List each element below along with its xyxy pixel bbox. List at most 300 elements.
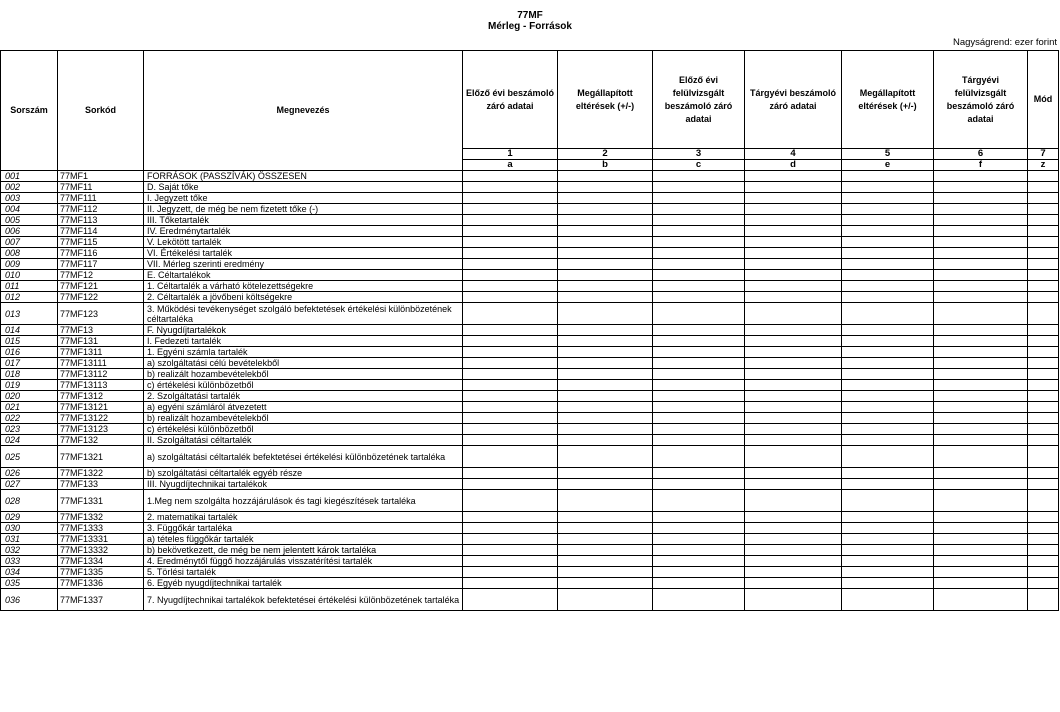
value-cell[interactable] [463, 402, 558, 413]
value-cell[interactable] [842, 589, 934, 611]
table-row [1, 490, 1059, 512]
value-cell[interactable] [463, 325, 558, 336]
value-cell[interactable] [558, 435, 653, 446]
value-cell[interactable] [1028, 292, 1059, 303]
value-cell[interactable] [463, 182, 558, 193]
value-cell[interactable] [558, 336, 653, 347]
value-cell[interactable] [934, 336, 1028, 347]
value-cell[interactable] [653, 446, 745, 468]
value-cell[interactable] [745, 578, 842, 589]
value-cell[interactable] [1028, 358, 1059, 369]
value-cell[interactable] [463, 589, 558, 611]
value-cell[interactable] [745, 193, 842, 204]
value-cell[interactable] [745, 534, 842, 545]
value-cell[interactable] [653, 424, 745, 435]
value-cell[interactable] [842, 182, 934, 193]
value-cell[interactable] [558, 534, 653, 545]
value-cell[interactable] [1028, 215, 1059, 226]
table-row [1, 281, 1059, 292]
value-cell[interactable] [1028, 369, 1059, 380]
value-cell[interactable] [653, 402, 745, 413]
value-cell[interactable] [653, 259, 745, 270]
value-cell[interactable] [558, 226, 653, 237]
value-cell[interactable] [463, 347, 558, 358]
table-row [1, 512, 1059, 523]
value-cell[interactable] [934, 402, 1028, 413]
value-cell[interactable] [745, 523, 842, 534]
value-cell[interactable] [463, 545, 558, 556]
value-cell[interactable] [653, 193, 745, 204]
value-cell[interactable] [463, 369, 558, 380]
header-col-6: Tárgyévi felülvizsgált beszámoló záró adatai [934, 51, 1028, 149]
value-cell[interactable] [745, 424, 842, 435]
value-cell[interactable] [842, 292, 934, 303]
value-cell[interactable] [842, 567, 934, 578]
value-cell[interactable] [463, 424, 558, 435]
value-cell[interactable] [745, 589, 842, 611]
value-cell[interactable] [653, 336, 745, 347]
value-cell[interactable] [745, 380, 842, 391]
value-cell[interactable] [842, 446, 934, 468]
value-cell[interactable] [842, 468, 934, 479]
value-cell[interactable] [934, 259, 1028, 270]
col-letter: e [842, 160, 934, 171]
value-cell[interactable] [934, 468, 1028, 479]
value-cell[interactable] [558, 325, 653, 336]
value-cell[interactable] [463, 259, 558, 270]
form-code: 77MF [517, 10, 543, 21]
value-cell[interactable] [1028, 347, 1059, 358]
value-cell[interactable] [463, 292, 558, 303]
value-cell[interactable] [842, 204, 934, 215]
value-cell[interactable] [558, 589, 653, 611]
value-cell[interactable] [842, 193, 934, 204]
value-cell[interactable] [653, 325, 745, 336]
value-cell[interactable] [934, 193, 1028, 204]
table-row [1, 435, 1059, 446]
value-cell[interactable] [653, 490, 745, 512]
value-cell[interactable] [934, 567, 1028, 578]
value-cell[interactable] [934, 347, 1028, 358]
value-cell[interactable] [842, 545, 934, 556]
value-cell[interactable] [1028, 567, 1059, 578]
value-cell[interactable] [934, 534, 1028, 545]
value-cell[interactable] [745, 248, 842, 259]
value-cell[interactable] [745, 182, 842, 193]
value-cell[interactable] [653, 281, 745, 292]
value-cell[interactable] [934, 171, 1028, 182]
row-megnevezes: FORRÁSOK (PASSZÍVÁK) ÖSSZESEN [144, 171, 463, 182]
value-cell[interactable] [745, 358, 842, 369]
value-cell[interactable] [463, 358, 558, 369]
header-col-2: Megállapított eltérések (+/-) [558, 51, 653, 149]
value-cell[interactable] [463, 237, 558, 248]
value-cell[interactable] [745, 281, 842, 292]
value-cell[interactable] [842, 325, 934, 336]
value-cell[interactable] [745, 347, 842, 358]
value-cell[interactable] [463, 380, 558, 391]
value-cell[interactable] [745, 402, 842, 413]
value-cell[interactable] [1028, 545, 1059, 556]
value-cell[interactable] [653, 358, 745, 369]
value-cell[interactable] [558, 270, 653, 281]
value-cell[interactable] [558, 446, 653, 468]
value-cell[interactable] [745, 567, 842, 578]
value-cell[interactable] [745, 259, 842, 270]
value-cell[interactable] [934, 391, 1028, 402]
value-cell[interactable] [653, 435, 745, 446]
value-cell[interactable] [653, 248, 745, 259]
value-cell[interactable] [745, 303, 842, 325]
row-sorkod: 77MF131 [58, 336, 144, 347]
value-cell[interactable] [653, 237, 745, 248]
value-cell[interactable] [653, 413, 745, 424]
row-sorszam: 010 [1, 270, 58, 281]
value-cell[interactable] [1028, 336, 1059, 347]
row-sorszam: 004 [1, 204, 58, 215]
value-cell[interactable] [842, 556, 934, 567]
value-cell[interactable] [1028, 193, 1059, 204]
value-cell[interactable] [934, 435, 1028, 446]
value-cell[interactable] [463, 413, 558, 424]
value-cell[interactable] [653, 556, 745, 567]
row-megnevezes: b) bekövetkezett, de még be nem jelentett károk tartaléka [144, 545, 463, 556]
value-cell[interactable] [745, 204, 842, 215]
value-cell[interactable] [745, 215, 842, 226]
row-megnevezes: 1.Meg nem szolgálta hozzájárulások és tagi kiegészítések tartaléka [144, 490, 463, 512]
value-cell[interactable] [463, 534, 558, 545]
table-row [1, 402, 1059, 413]
row-sorszam: 016 [1, 347, 58, 358]
value-cell[interactable] [934, 523, 1028, 534]
row-sorkod: 77MF122 [58, 292, 144, 303]
value-cell[interactable] [558, 468, 653, 479]
value-cell[interactable] [1028, 413, 1059, 424]
value-cell[interactable] [1028, 281, 1059, 292]
value-cell[interactable] [745, 292, 842, 303]
value-cell[interactable] [1028, 534, 1059, 545]
value-cell[interactable] [842, 402, 934, 413]
value-cell[interactable] [934, 369, 1028, 380]
value-cell[interactable] [842, 479, 934, 490]
value-cell[interactable] [1028, 204, 1059, 215]
value-cell[interactable] [1028, 479, 1059, 490]
value-cell[interactable] [842, 259, 934, 270]
row-sorkod: 77MF1322 [58, 468, 144, 479]
value-cell[interactable] [558, 523, 653, 534]
value-cell[interactable] [558, 369, 653, 380]
row-sorkod: 77MF1 [58, 171, 144, 182]
row-sorkod: 77MF1331 [58, 490, 144, 512]
value-cell[interactable] [463, 226, 558, 237]
value-cell[interactable] [842, 281, 934, 292]
value-cell[interactable] [558, 556, 653, 567]
value-cell[interactable] [842, 226, 934, 237]
value-cell[interactable] [1028, 226, 1059, 237]
value-cell[interactable] [558, 204, 653, 215]
value-cell[interactable] [558, 567, 653, 578]
value-cell[interactable] [558, 182, 653, 193]
row-sorszam: 025 [1, 446, 58, 468]
value-cell[interactable] [558, 281, 653, 292]
row-sorkod: 77MF111 [58, 193, 144, 204]
value-cell[interactable] [934, 281, 1028, 292]
value-cell[interactable] [842, 391, 934, 402]
value-cell[interactable] [1028, 424, 1059, 435]
value-cell[interactable] [653, 171, 745, 182]
value-cell[interactable] [1028, 248, 1059, 259]
value-cell[interactable] [745, 237, 842, 248]
value-cell[interactable] [745, 413, 842, 424]
value-cell[interactable] [842, 270, 934, 281]
value-cell[interactable] [1028, 391, 1059, 402]
value-cell[interactable] [842, 215, 934, 226]
value-cell[interactable] [558, 413, 653, 424]
value-cell[interactable] [934, 589, 1028, 611]
value-cell[interactable] [558, 193, 653, 204]
value-cell[interactable] [653, 303, 745, 325]
value-cell[interactable] [558, 545, 653, 556]
value-cell[interactable] [558, 391, 653, 402]
value-cell[interactable] [745, 435, 842, 446]
value-cell[interactable] [558, 215, 653, 226]
value-cell[interactable] [842, 512, 934, 523]
value-cell[interactable] [653, 347, 745, 358]
row-sorkod: 77MF112 [58, 204, 144, 215]
value-cell[interactable] [558, 578, 653, 589]
value-cell[interactable] [934, 237, 1028, 248]
value-cell[interactable] [1028, 523, 1059, 534]
value-cell[interactable] [745, 446, 842, 468]
value-cell[interactable] [934, 446, 1028, 468]
value-cell[interactable] [653, 215, 745, 226]
value-cell[interactable] [934, 325, 1028, 336]
row-megnevezes: VII. Mérleg szerinti eredmény [144, 259, 463, 270]
value-cell[interactable] [558, 380, 653, 391]
row-sorszam: 024 [1, 435, 58, 446]
value-cell[interactable] [934, 556, 1028, 567]
value-cell[interactable] [1028, 578, 1059, 589]
value-cell[interactable] [934, 413, 1028, 424]
value-cell[interactable] [842, 347, 934, 358]
value-cell[interactable] [463, 567, 558, 578]
value-cell[interactable] [558, 512, 653, 523]
value-cell[interactable] [558, 303, 653, 325]
value-cell[interactable] [653, 512, 745, 523]
value-cell[interactable] [1028, 490, 1059, 512]
value-cell[interactable] [1028, 182, 1059, 193]
row-sorkod: 77MF123 [58, 303, 144, 325]
value-cell[interactable] [934, 182, 1028, 193]
value-cell[interactable] [653, 468, 745, 479]
value-cell[interactable] [1028, 468, 1059, 479]
value-cell[interactable] [653, 567, 745, 578]
row-megnevezes: c) értékelési különbözetből [144, 424, 463, 435]
header-col-3: Előző évi felülvizsgált beszámoló záró adatai [653, 51, 745, 149]
value-cell[interactable] [1028, 556, 1059, 567]
value-cell[interactable] [842, 490, 934, 512]
value-cell[interactable] [745, 336, 842, 347]
value-cell[interactable] [463, 490, 558, 512]
row-sorkod: 77MF13113 [58, 380, 144, 391]
value-cell[interactable] [463, 215, 558, 226]
row-sorszam: 030 [1, 523, 58, 534]
value-cell[interactable] [463, 523, 558, 534]
value-cell[interactable] [934, 226, 1028, 237]
value-cell[interactable] [558, 424, 653, 435]
value-cell[interactable] [934, 490, 1028, 512]
value-cell[interactable] [558, 479, 653, 490]
value-cell[interactable] [463, 281, 558, 292]
value-cell[interactable] [463, 171, 558, 182]
value-cell[interactable] [934, 512, 1028, 523]
value-cell[interactable] [463, 204, 558, 215]
value-cell[interactable] [463, 479, 558, 490]
value-cell[interactable] [1028, 435, 1059, 446]
value-cell[interactable] [653, 479, 745, 490]
header-sorkod: Sorkód [58, 51, 144, 171]
value-cell[interactable] [842, 369, 934, 380]
value-cell[interactable] [463, 336, 558, 347]
value-cell[interactable] [558, 402, 653, 413]
value-cell[interactable] [463, 446, 558, 468]
value-cell[interactable] [653, 534, 745, 545]
value-cell[interactable] [842, 248, 934, 259]
value-cell[interactable] [1028, 237, 1059, 248]
value-cell[interactable] [934, 215, 1028, 226]
value-cell[interactable] [842, 336, 934, 347]
value-cell[interactable] [934, 380, 1028, 391]
value-cell[interactable] [1028, 402, 1059, 413]
value-cell[interactable] [745, 468, 842, 479]
value-cell[interactable] [842, 380, 934, 391]
value-cell[interactable] [653, 391, 745, 402]
value-cell[interactable] [1028, 589, 1059, 611]
table-row [1, 545, 1059, 556]
value-cell[interactable] [934, 248, 1028, 259]
value-cell[interactable] [934, 545, 1028, 556]
value-cell[interactable] [558, 237, 653, 248]
value-cell[interactable] [653, 578, 745, 589]
value-cell[interactable] [653, 369, 745, 380]
value-cell[interactable] [463, 391, 558, 402]
value-cell[interactable] [745, 226, 842, 237]
value-cell[interactable] [842, 171, 934, 182]
value-cell[interactable] [653, 545, 745, 556]
value-cell[interactable] [842, 303, 934, 325]
row-sorszam: 007 [1, 237, 58, 248]
value-cell[interactable] [653, 589, 745, 611]
balance-sheet-table [0, 50, 1059, 611]
row-sorszam: 020 [1, 391, 58, 402]
value-cell[interactable] [1028, 325, 1059, 336]
value-cell[interactable] [1028, 171, 1059, 182]
value-cell[interactable] [934, 424, 1028, 435]
table-row [1, 369, 1059, 380]
col-number: 3 [653, 149, 745, 160]
table-row [1, 347, 1059, 358]
value-cell[interactable] [1028, 446, 1059, 468]
value-cell[interactable] [745, 545, 842, 556]
value-cell[interactable] [558, 358, 653, 369]
value-cell[interactable] [842, 424, 934, 435]
value-cell[interactable] [934, 358, 1028, 369]
value-cell[interactable] [745, 171, 842, 182]
value-cell[interactable] [463, 578, 558, 589]
value-cell[interactable] [558, 292, 653, 303]
row-sorkod: 77MF116 [58, 248, 144, 259]
value-cell[interactable] [934, 270, 1028, 281]
value-cell[interactable] [842, 578, 934, 589]
value-cell[interactable] [745, 512, 842, 523]
value-cell[interactable] [842, 523, 934, 534]
row-megnevezes: 5. Törlési tartalék [144, 567, 463, 578]
value-cell[interactable] [463, 248, 558, 259]
value-cell[interactable] [745, 270, 842, 281]
row-megnevezes: a) szolgáltatási céltartalék befektetései értékelési különbözetének tartaléka [144, 446, 463, 468]
value-cell[interactable] [653, 292, 745, 303]
row-megnevezes: 7. Nyugdíjtechnikai tartalékok befektetései értékelési különbözetének tartaléka [144, 589, 463, 611]
value-cell[interactable] [842, 358, 934, 369]
value-cell[interactable] [558, 490, 653, 512]
value-cell[interactable] [842, 237, 934, 248]
value-cell[interactable] [558, 171, 653, 182]
value-cell[interactable] [463, 435, 558, 446]
value-cell[interactable] [1028, 512, 1059, 523]
row-sorszam: 021 [1, 402, 58, 413]
value-cell[interactable] [745, 391, 842, 402]
col-letter: b [558, 160, 653, 171]
value-cell[interactable] [653, 226, 745, 237]
value-cell[interactable] [1028, 259, 1059, 270]
value-cell[interactable] [745, 556, 842, 567]
value-cell[interactable] [653, 523, 745, 534]
value-cell[interactable] [653, 182, 745, 193]
value-cell[interactable] [463, 512, 558, 523]
value-cell[interactable] [842, 534, 934, 545]
value-cell[interactable] [558, 347, 653, 358]
value-cell[interactable] [745, 369, 842, 380]
value-cell[interactable] [653, 270, 745, 281]
value-cell[interactable] [463, 303, 558, 325]
header-sorszam: Sorszám [1, 51, 58, 171]
value-cell[interactable] [558, 259, 653, 270]
value-cell[interactable] [653, 380, 745, 391]
value-cell[interactable] [842, 413, 934, 424]
value-cell[interactable] [463, 556, 558, 567]
row-sorkod: 77MF1336 [58, 578, 144, 589]
table-row [1, 413, 1059, 424]
value-cell[interactable] [463, 193, 558, 204]
value-cell[interactable] [1028, 303, 1059, 325]
value-cell[interactable] [463, 468, 558, 479]
value-cell[interactable] [934, 204, 1028, 215]
value-cell[interactable] [745, 479, 842, 490]
value-cell[interactable] [934, 479, 1028, 490]
value-cell[interactable] [745, 325, 842, 336]
value-cell[interactable] [745, 490, 842, 512]
value-cell[interactable] [653, 204, 745, 215]
value-cell[interactable] [1028, 380, 1059, 391]
value-cell[interactable] [934, 303, 1028, 325]
value-cell[interactable] [842, 435, 934, 446]
value-cell[interactable] [558, 248, 653, 259]
value-cell[interactable] [934, 578, 1028, 589]
value-cell[interactable] [934, 292, 1028, 303]
value-cell[interactable] [463, 270, 558, 281]
value-cell[interactable] [1028, 270, 1059, 281]
col-number: 1 [463, 149, 558, 160]
